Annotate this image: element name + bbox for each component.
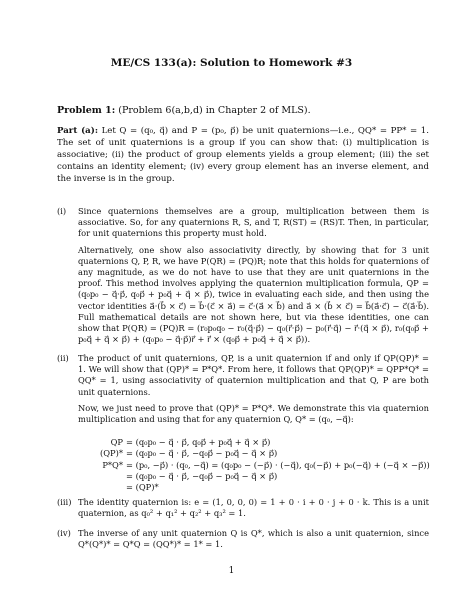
equation-lhs: QP xyxy=(110,437,124,447)
page-number: 1 xyxy=(228,566,235,576)
equation-rhs: = (q₀p₀ − q⃗ · p⃗, q₀p⃗ + p₀q⃗ + q⃗ × p⃗) xyxy=(126,437,271,447)
equation-rhs: = (q₀p₀ − q⃗ · p⃗, −q₀p⃗ − p₀q⃗ − q⃗ × p⃗) xyxy=(126,448,278,459)
part-a-paragraph xyxy=(57,125,429,185)
equation-lhs xyxy=(100,471,126,482)
equation-rhs: = (p₀, −p⃗) · (q₀, −q⃗) = (q₀p₀ − (−p⃗) · (−q⃗), q₀(−p⃗) + p₀(−q⃗) + (−q⃗ × −p⃗)) xyxy=(126,459,430,470)
problem-reference: (Problem 6(a,b,d) in Chapter 2 of MLS). xyxy=(115,105,311,116)
item-number: (iii) xyxy=(57,497,72,507)
item-iv xyxy=(57,528,429,555)
equation-lhs: (QP)* xyxy=(100,448,124,459)
equation-rhs: = (QP)* xyxy=(126,482,159,493)
item-paragraph: Since quaternions themselves are a group, multiplication between them is associative. So, for any quaternions R, S, and T, R(ST) = (RS)T. Then, in particular, for unit quaternions this property must hold. xyxy=(78,206,429,239)
equation-rhs: = (q₀p₀ − q⃗ · p⃗, −q₀p⃗ − p₀q⃗ − q⃗ × p⃗) xyxy=(126,470,278,481)
item-ii xyxy=(57,353,429,430)
document-title: ME/CS 133(a): Solution to Homework #3 xyxy=(110,57,353,69)
part-a-text: Let Q = (q₀, q⃗) and P = (p₀, p⃗) be unit quaternions—i.e., QQ* = PP* = 1. The set of unit quaternions is a group if you can show that: (i) multiplication is associative; (ii) the product of group elements yields a group element; (iii) the set contains an identity element; (iv) every group element has an inverse element, and the inverse is in the group. xyxy=(57,126,429,184)
item-paragraph: The identity quaternion is: e = (1, 0, 0, 0) = 1 + 0 · i + 0 · j + 0 · k. This is a unit quaternion, as q₀² + q₁² + q₂² + q₃² = 1. xyxy=(78,497,429,519)
equation-lhs xyxy=(100,482,126,493)
item-paragraph: Alternatively, one show also associativity directly, by showing that for 3 unit quaternions Q, P, R, we have P(QR) = (PQ)R; note that this holds for quaternions of any magnitude, as we do not have to use that they are unit quaternions in the proof. This method involves applying the quaternion multiplication formula, QP = (q₀p₀ − q⃗·p⃗, q₀p⃗ + p₀q⃗ + q⃗ × p⃗), twice in evaluating each side, and then using the vector identities a⃗·(b⃗ × c⃗) = b⃗·(c⃗ × a⃗) = c⃗·(a⃗ × b⃗) and a⃗ × (b⃗ × c⃗) = b⃗(a⃗·c⃗) − c⃗(a⃗·b⃗). Full mathematical details are not shown here, but via these identities, one can show that P(QR) = (PQ)R = (r₀p₀q₀ − r₀(q⃗·p⃗) − q₀(r⃗·p⃗) − p₀(r⃗·q⃗) − r⃗·(q⃗ × p⃗), r₀(q₀p⃗ + p₀q⃗ + q⃗ × p⃗) + (q₀p₀ − q⃗·p⃗)r⃗ + r⃗ × (q₀p⃗ + p₀q⃗ + q⃗ × p⃗)). xyxy=(78,244,429,345)
item-paragraph: The product of unit quaternions, QP, is a unit quaternion if and only if QP(QP)* = 1. We will show that (QP)* = P*Q*. From here, it follows that QP(QP)* = QPP*Q* = QQ* = 1, using associativity of quaternion multiplication and that Q, P are both unit quaternions. xyxy=(78,353,429,397)
item-number: (iv) xyxy=(57,528,71,538)
equation-lhs: P*Q* xyxy=(102,459,124,470)
item-paragraph: Now, we just need to prove that (QP)* = P*Q*. We demonstrate this via quaternion multiplication and using that for any quaternion Q, Q* = (q₀, −q⃗): xyxy=(78,402,429,425)
problem-heading-line xyxy=(57,105,311,116)
part-a-label: Part (a): xyxy=(57,126,98,136)
item-i xyxy=(57,206,429,350)
item-number: (i) xyxy=(57,206,67,216)
equation-block xyxy=(100,437,430,493)
problem-label: Problem 1: xyxy=(57,105,116,116)
item-iii xyxy=(57,497,429,524)
item-paragraph: The inverse of any unit quaternion Q is Q*, which is also a unit quaternion, since Q*(Q*)* = Q*Q = (QQ*)* = 1* = 1. xyxy=(78,528,429,550)
item-number: (ii) xyxy=(57,353,69,363)
